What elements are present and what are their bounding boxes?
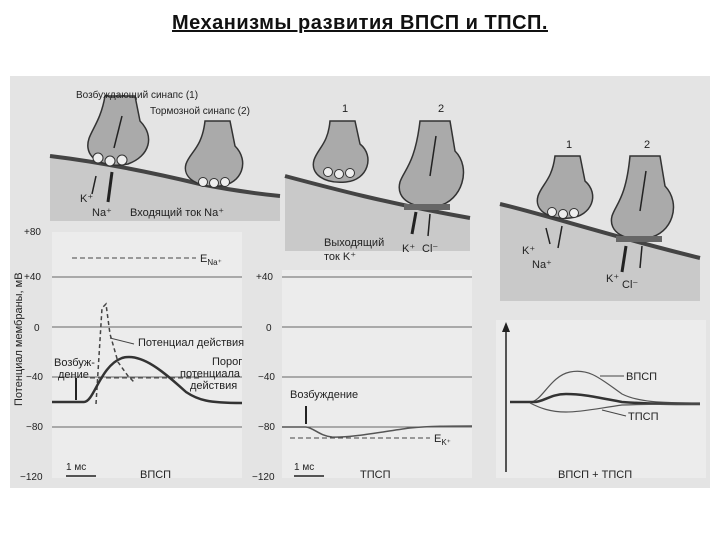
ion-na-label: Na⁺ [92, 207, 112, 219]
tick-label: +40 [256, 272, 273, 283]
tick-label: −40 [258, 372, 275, 383]
synaptic-cleft-bar [404, 204, 450, 210]
threshold-label-line1: Порог [212, 356, 243, 368]
tick-label: +80 [24, 227, 41, 238]
graph-panel-summation [496, 320, 706, 481]
vesicle [570, 209, 579, 218]
ion-cl-label: Cl⁻ [422, 243, 439, 255]
vesicle [117, 155, 127, 165]
inhibitory-synapse-label: Тормозной синапс (2) [150, 106, 250, 117]
excitation-label-line1: Возбуж- [54, 357, 95, 369]
vesicle [548, 208, 557, 217]
outward-current-line2: ток K⁺ [324, 251, 357, 263]
tick-label: −40 [26, 372, 43, 383]
excitatory-synapse-label: Возбуждающий синапс (1) [76, 90, 199, 101]
tick-label: −120 [20, 472, 43, 483]
time-scale-label: 1 мс [66, 462, 87, 473]
tick-label: −120 [252, 472, 275, 483]
tick-label: −80 [258, 422, 275, 433]
time-scale-label: 1 мс [294, 462, 315, 473]
e-k-subscript: K⁺ [441, 438, 451, 447]
ion-k-label-2: K⁺ [402, 243, 416, 255]
threshold-label-line3: действия [190, 380, 238, 392]
e-na-symbol: E [200, 253, 208, 265]
epsp-label: ВПСП [626, 371, 658, 383]
y-axis-label: Потенциал мембраны, мВ [13, 272, 25, 406]
vesicle [346, 169, 355, 178]
ion-cl-label-4: Cl⁻ [622, 279, 639, 291]
e-k-symbol: E [434, 433, 442, 445]
vesicle [221, 178, 230, 187]
synaptic-cleft-bar [616, 236, 662, 242]
vesicle [324, 168, 333, 177]
vesicle [210, 179, 219, 188]
tick-label: −80 [26, 422, 43, 433]
graph-panel-ipsp [252, 270, 472, 483]
synapse-number-1b: 1 [566, 139, 573, 151]
tick-label: 0 [266, 323, 272, 334]
graph-area [52, 232, 245, 478]
action-potential-label: Потенциал действия [138, 337, 245, 349]
excitation-label: Возбуждение [290, 389, 359, 401]
synapse-number-2: 2 [438, 103, 445, 115]
synapse-number-2b: 2 [644, 139, 651, 151]
vesicle [199, 178, 208, 187]
tick-label: 0 [34, 323, 40, 334]
vesicle [105, 156, 115, 166]
panel-caption: ВПСП [140, 469, 172, 481]
inward-current-label: Входящий ток Na⁺ [130, 207, 225, 219]
panel-caption: ТПСП [360, 469, 391, 481]
ion-k-label-4: K⁺ [606, 273, 620, 285]
ion-na-label-3: Na⁺ [532, 259, 552, 271]
ipsp-label: ТПСП [628, 411, 659, 423]
ion-k-label-3: K⁺ [522, 245, 536, 257]
vesicle [559, 210, 568, 219]
outward-current-line1: Выходящий [324, 237, 385, 249]
threshold-label-line2: потенциала [180, 368, 241, 380]
tick-label: +40 [24, 272, 41, 283]
vesicle [335, 170, 344, 179]
synapse-number-1: 1 [342, 103, 349, 115]
vesicle [93, 153, 103, 163]
panel-caption: ВПСП + ТПСП [558, 469, 633, 481]
slide-title: Механизмы развития ВПСП и ТПСП. [172, 12, 548, 34]
e-na-subscript: Na⁺ [207, 258, 222, 267]
ion-k-label: K⁺ [80, 193, 94, 205]
excitation-label-line2: дение [58, 369, 89, 381]
psp-mechanism-figure [10, 76, 710, 488]
